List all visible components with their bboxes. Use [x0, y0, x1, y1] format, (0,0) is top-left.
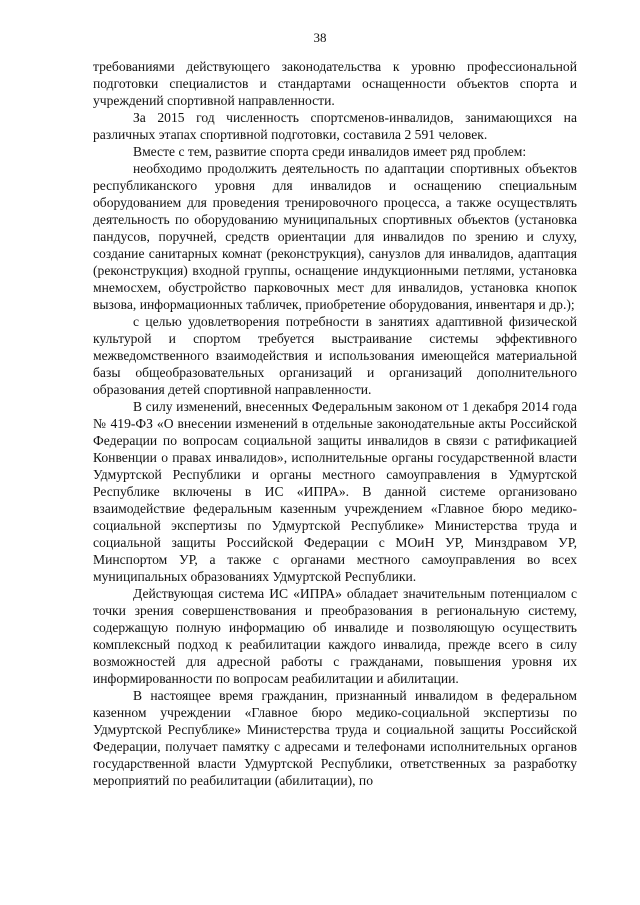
- paragraph-4: необходимо продолжить деятельность по адаптации спортивных объектов республиканского уровня для инвалидов и оснащению специальным оборудованием для проведения тренировочного процесса, а также осуществлять деятельность по оборудованию муниципальных спортивных объектов (установка пандусов, поручней, средств ориентации для инвалидов по зрению и слуху, создание санитарных комнат (реконструкция), санузлов для инвалидов, адаптация (реконструкция) входной группы, оснащение индукционными петлями, установка мнемосхем, обустройство парковочных мест для инвалидов, установка кнопок вызова, информационных табличек, приобретение оборудования, инвентаря и др.);: [93, 161, 577, 312]
- paragraph-3: Вместе с тем, развитие спорта среди инвалидов имеет ряд проблем:: [133, 144, 527, 159]
- paragraph-2: За 2015 год численность спортсменов-инвалидов, занимающихся на различных этапах спортивной подготовки, составила 2 591 человек.: [93, 110, 577, 142]
- paragraph-6: В силу изменений, внесенных Федеральным законом от 1 декабря 2014 года № 419-ФЗ «О внесении изменений в отдельные законодательные акты Российской Федерации по вопросам социальной защиты инвалидов в связи с ратификацией Конвенции о правах инвалидов», исполнительные органы государственной власти Удмуртской Республики и органы местного самоуправления в Удмуртской Республике включены в ИС «ИПРА». В данной системе организовано взаимодействие федеральным казенным учреждением «Главное бюро медико-социальной экспертизы по Удмуртской Республике» Министерства труда и социальной защиты Российской Федерации с МОиН УР, Минздравом УР, Минспортом УР, а также с органами местного самоуправления во всех муниципальных образованиях Удмуртской Республики.: [93, 399, 577, 584]
- page-number: 38: [313, 30, 327, 45]
- paragraph-5: с целью удовлетворения потребности в занятиях адаптивной физической культурой и спортом требуется выстраивание системы эффективного межведомственного взаимодействия и использования имеющейся материальной базы общеобразовательных организаций и организаций дополнительного образования детей спортивной направленности.: [93, 314, 577, 397]
- paragraph-7: Действующая система ИС «ИПРА» обладает значительным потенциалом с точки зрения совершенствования и преобразования в региональную систему, содержащую полную информацию об инвалиде и позволяющую осуществить комплексный подход к реабилитации каждого инвалида, прежде всего в силу возможностей для адресной работы с гражданами, повышения уровня их информированности по вопросам реабилитации и абилитации.: [93, 586, 577, 686]
- paragraph-8: В настоящее время гражданин, признанный инвалидом в федеральном казенном учреждении «Главное бюро медико-социальной экспертизы по Удмуртской Республике» Министерства труда и социальной защиты Российской Федерации, получает памятку с адресами и телефонами исполнительных органов государственной власти Удмуртской Республики, ответственных за разработку мероприятий по реабилитации (абилитации), по: [93, 688, 577, 788]
- paragraph-1: требованиями действующего законодательства к уровню профессиональной подготовки специалистов и стандартами оснащенности объектов спорта и учреждений спортивной направленности.: [93, 59, 577, 108]
- page-body: [93, 58, 577, 789]
